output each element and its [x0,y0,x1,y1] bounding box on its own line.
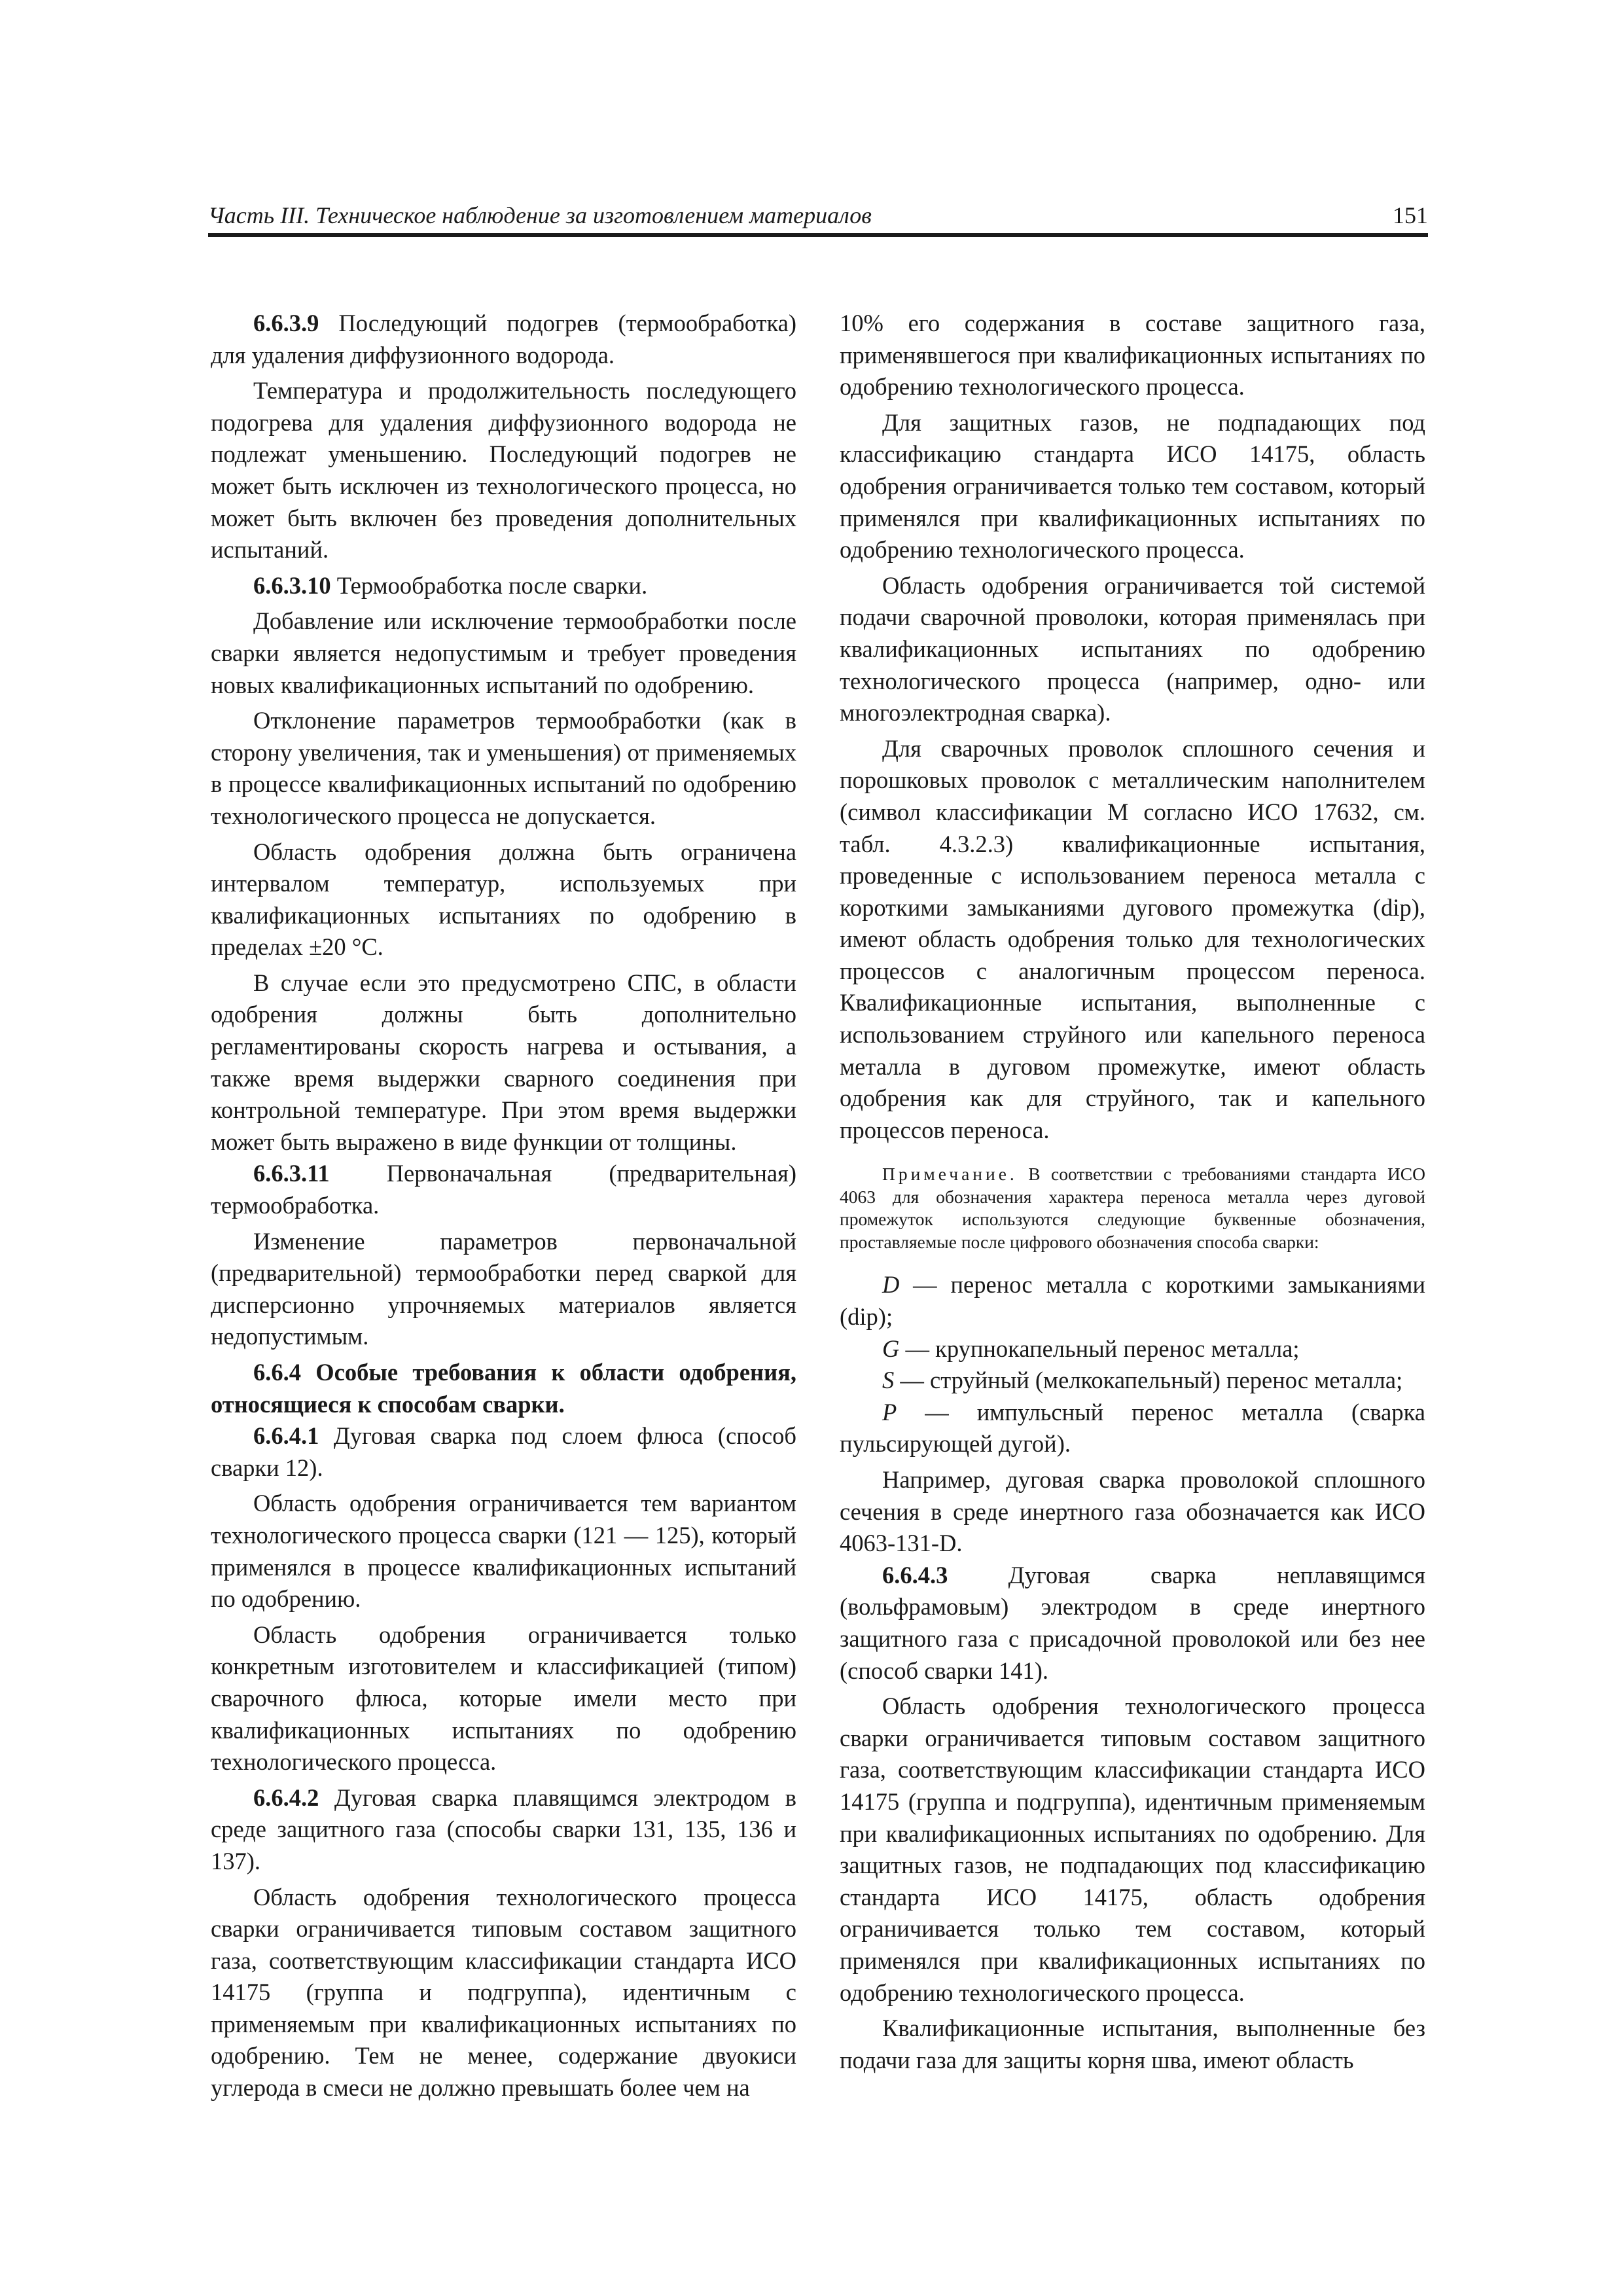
clause-number: 6.6.3.11 [253,1160,330,1187]
clause-number: 6.6.4.2 [253,1784,319,1811]
paragraph: 6.6.3.10 Термообработка после сварки. [253,571,648,599]
paragraph: В случае если это предусмотрено СПС, в области одобрения должны быть дополнительно регламентированы скорость нагрева и остывания, а также время выдержки сварного соединения при контрольной температуре. При этом время выдержки может быть выражено в виде функции от толщины. [211,969,796,1155]
paragraph: Квалификационные испытания, выполненные без подачи газа для защиты корня шва, имеют область [840,2015,1425,2073]
clause-number: 6.6.3.9 [253,310,319,336]
paragraph: Область одобрения технологического процесса сварки ограничивается типовым составом защитного газа, соответствующим классификации стандарта ИСО 14175 (группа и подгруппа), идентичным с применяемым при квалификационных испытаниях по одобрению. Тем не менее, содержание двуокиси углерода в смеси не должно превышать более чем на [211,1883,796,2102]
left-column [211,308,796,2104]
paragraph: Область одобрения ограничивается той системой подачи сварочной проволоки, которая применялась при квалификационных испытаниях по одобрению технологического процесса (например, одно- или многоэлектродная сварка). [840,571,1425,726]
paragraph: Например, дуговая сварка проволокой сплошного сечения в среде инертного газа обозначается как ИСО 4063-131-D. [840,1466,1425,1557]
right-column [840,308,1425,2076]
paragraph: Для защитных газов, не подпадающих под классификацию стандарта ИСО 14175, область одобрения ограничивается только тем составом, который применялся при квалификационных испытаниях по одобрению технологического процесса. [840,408,1425,564]
paragraph: 10% его содержания в составе защитного газа, применявшегося при квалификационных испытаниях по одобрению технологического процесса. [840,310,1425,401]
list-item: S — струйный (мелкокапельный) перенос металла; [882,1367,1403,1394]
paragraph: 6.6.3.9 Последующий подогрев (термообработка) для удаления диффузионного водорода. [211,310,796,368]
paragraph: Область одобрения ограничивается только конкретным изготовителем и классификацией (типом) сварочного флюса, которые имели место при квалификационных испытаниях по одобрению технологического процесса. [211,1621,796,1776]
clause-number: 6.6.3.10 [253,571,331,599]
paragraph: 6.6.4.2 Дуговая сварка плавящимся электродом в среде защитного газа (способы сварки 131, 135, 136 и 137). [211,1784,796,1874]
paragraph: Область одобрения ограничивается тем вариантом технологического процесса сварки (121 — 125), который применялся в процессе квалификационных испытаний по одобрению. [211,1490,796,1613]
paragraph: Изменение параметров первоначальной (предварительной) термообработки перед сваркой для дисперсионно упрочняемых материалов является недопустимым. [211,1227,796,1350]
paragraph: Добавление или исключение термообработки после сварки является недопустимым и требует проведения новых квалификационных испытаний по одобрению. [211,607,796,698]
list-item: P — импульсный перенос металла (сварка пульсирующей дугой). [840,1398,1425,1458]
paragraph: Отклонение параметров термообработки (как в сторону увеличения, так и уменьшения) от применяемых в процессе квалификационных испытаний по одобрению технологического процесса не допускается. [211,707,796,829]
paragraph: Температура и продолжительность последующего подогрева для удаления диффузионного водорода не подлежат уменьшению. Последующий подогрев не может быть исключен из технологического процесса, но может быть включен без проведения дополнительных испытаний. [211,377,796,564]
paragraph: Область одобрения должна быть ограничена интервалом температур, используемых при квалификационных испытаниях по одобрению в пределах ±20 °С. [211,838,796,961]
paragraph: 6.6.4.3 Дуговая сварка неплавящимся (вольфрамовым) электродом в среде инертного защитного газа с присадочной проволокой или без нее (способ сварки 141). [840,1561,1425,1684]
clause-number: 6.6.4.1 [253,1422,319,1450]
paragraph: 6.6.4.1 Дуговая сварка под слоем флюса (способ сварки 12). [211,1422,796,1481]
list-item: G — крупнокапельный перенос металла; [882,1335,1300,1362]
paragraph: Для сварочных проволок сплошного сечения и порошковых проволок с металлическим наполнителем (символ классификации М согласно ИСО 17632, см. табл. 4.3.2.3) квалификационные испытания, проведенные с использованием переноса металла с короткими замыканиями дугового промежутка (dip), имеют область одобрения только для технологических процессов с аналогичным процессом переноса. Квалификационные испытания, выполненные с использованием струйного или капельного переноса металла в дуговом промежутке, имеют область одобрения как для струйного, так и капельного процессов переноса. [840,734,1425,1143]
page-header [208,196,1428,237]
note: Примечание. В соответствии с требованиями стандарта ИСО 4063 для обозначения характера переноса металла через дуговой промежуток используются следующие буквенные обозначения, проставляемые после цифрового обозначения способа сварки: [840,1164,1425,1252]
list-item: D — перенос металла с короткими замыканиями (dip); [840,1271,1425,1331]
paragraph: Область одобрения технологического процесса сварки ограничивается типовым составом защитного газа, соответствующим классификации стандарта ИСО 14175 (группа и подгруппа), идентичным применяемым при квалификационных испытаниях по одобрению. Для защитных газов, не подпадающих под классификацию стандарта ИСО 14175, область одобрения ограничивается только тем составом, который применялся при квалификационных испытаниях по одобрению технологического процесса. [840,1693,1425,2006]
section-heading: 6.6.4 Особые требования к области одобрения, относящиеся к способам сварки. [211,1359,796,1418]
page-number: 151 [1393,202,1428,228]
note-label: Примечание. [882,1164,1018,1185]
paragraph: 6.6.3.11 Первоначальная (предварительная) термообработка. [211,1160,796,1219]
clause-number: 6.6.4.3 [882,1561,948,1588]
running-title: Часть III. Техническое наблюдение за изготовлением материалов [208,202,872,228]
